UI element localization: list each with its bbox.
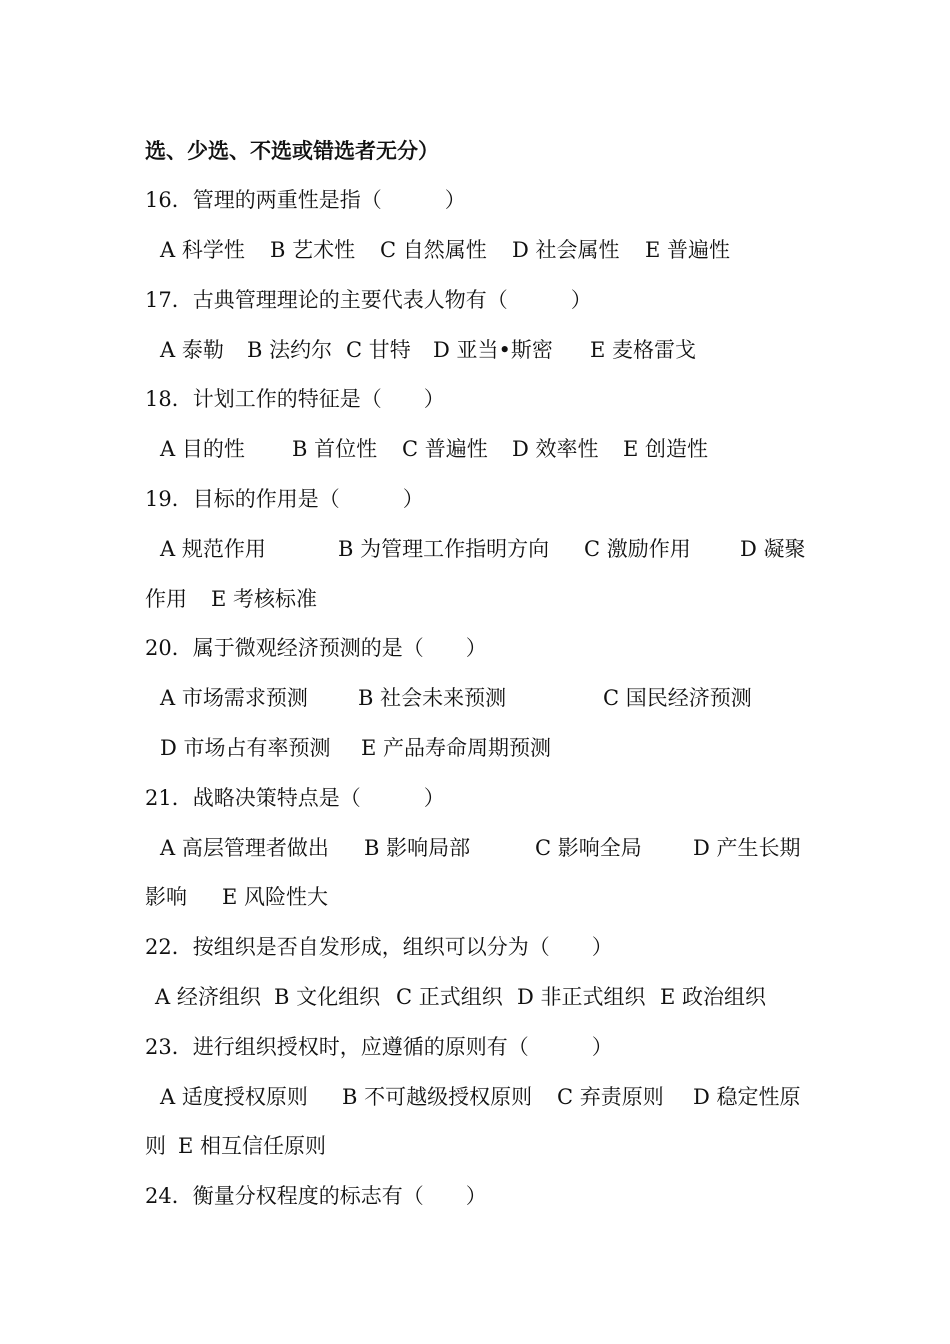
q21-option-e: E 风险性大	[222, 885, 329, 909]
q20-option-c: C 国民经济预测	[603, 686, 752, 710]
q23-option-b: B 不可越级授权原则	[342, 1085, 533, 1109]
q19-option-c: C 激励作用	[584, 537, 691, 561]
q18-option-c: C 普遍性	[402, 437, 488, 461]
q18-option-a: A 目的性	[160, 437, 245, 461]
q19-option-d-cont: 作用	[145, 587, 187, 611]
q20-option-b: B 社会未来预测	[358, 686, 507, 710]
q19-option-e: E 考核标准	[211, 587, 318, 611]
q16-option-a: A 科学性	[160, 238, 245, 262]
q16-option-d: D 社会属性	[512, 238, 620, 262]
q18-option-e: E 创造性	[623, 437, 709, 461]
q16-option-e: E 普遍性	[645, 238, 731, 262]
q22-option-a: A 经济组织	[155, 985, 261, 1009]
q17-option-d: D 亚当•斯密	[433, 338, 553, 362]
question-20-stem: 20．属于微观经济预测的是（ ）	[145, 636, 487, 660]
q21-option-a: A 高层管理者做出	[160, 836, 329, 860]
question-17-stem: 17．古典管理理论的主要代表人物有（ ）	[145, 288, 592, 312]
q17-option-c: C 甘特	[346, 338, 411, 362]
q17-option-e: E 麦格雷戈	[590, 338, 697, 362]
q16-option-b: B 艺术性	[270, 238, 356, 262]
question-18-stem: 18．计划工作的特征是（ ）	[145, 387, 445, 411]
q23-option-a: A 适度授权原则	[160, 1085, 308, 1109]
q22-option-e: E 政治组织	[660, 985, 767, 1009]
q19-option-b: B 为管理工作指明方向	[338, 537, 550, 561]
q20-option-a: A 市场需求预测	[160, 686, 308, 710]
q21-option-c: C 影响全局	[535, 836, 642, 860]
q21-option-d-cont: 影响	[145, 885, 187, 909]
question-16-stem: 16．管理的两重性是指（ ）	[145, 188, 466, 212]
q17-option-a: A 泰勒	[160, 338, 224, 362]
q23-option-e: E 相互信任原则	[178, 1134, 327, 1158]
q23-option-c: C 弃责原则	[557, 1085, 664, 1109]
question-19-stem: 19．目标的作用是（ ）	[145, 487, 424, 511]
instruction-line: 选、少选、不选或错选者无分）	[145, 138, 439, 163]
q20-option-d: D 市场占有率预测	[160, 736, 331, 760]
q22-option-c: C 正式组织	[396, 985, 503, 1009]
q23-option-d-cont: 则	[145, 1134, 166, 1158]
question-22-stem: 22．按组织是否自发形成，组织可以分为（ ）	[145, 935, 613, 959]
q19-option-a: A 规范作用	[160, 537, 266, 561]
question-21-stem: 21．战略决策特点是（ ）	[145, 786, 445, 810]
q19-option-d: D 凝聚	[740, 537, 806, 561]
q17-option-b: B 法约尔	[247, 338, 333, 362]
q21-option-b: B 影响局部	[364, 836, 471, 860]
q18-option-d: D 效率性	[512, 437, 599, 461]
q22-option-b: B 文化组织	[274, 985, 381, 1009]
q22-option-d: D 非正式组织	[517, 985, 646, 1009]
question-23-stem: 23．进行组织授权时，应遵循的原则有（ ）	[145, 1035, 613, 1059]
q18-option-b: B 首位性	[292, 437, 378, 461]
q23-option-d: D 稳定性原	[693, 1085, 801, 1109]
q16-option-c: C 自然属性	[380, 238, 487, 262]
question-24-stem: 24．衡量分权程度的标志有（ ）	[145, 1184, 487, 1208]
q21-option-d: D 产生长期	[693, 836, 801, 860]
q20-option-e: E 产品寿命周期预测	[361, 736, 552, 760]
